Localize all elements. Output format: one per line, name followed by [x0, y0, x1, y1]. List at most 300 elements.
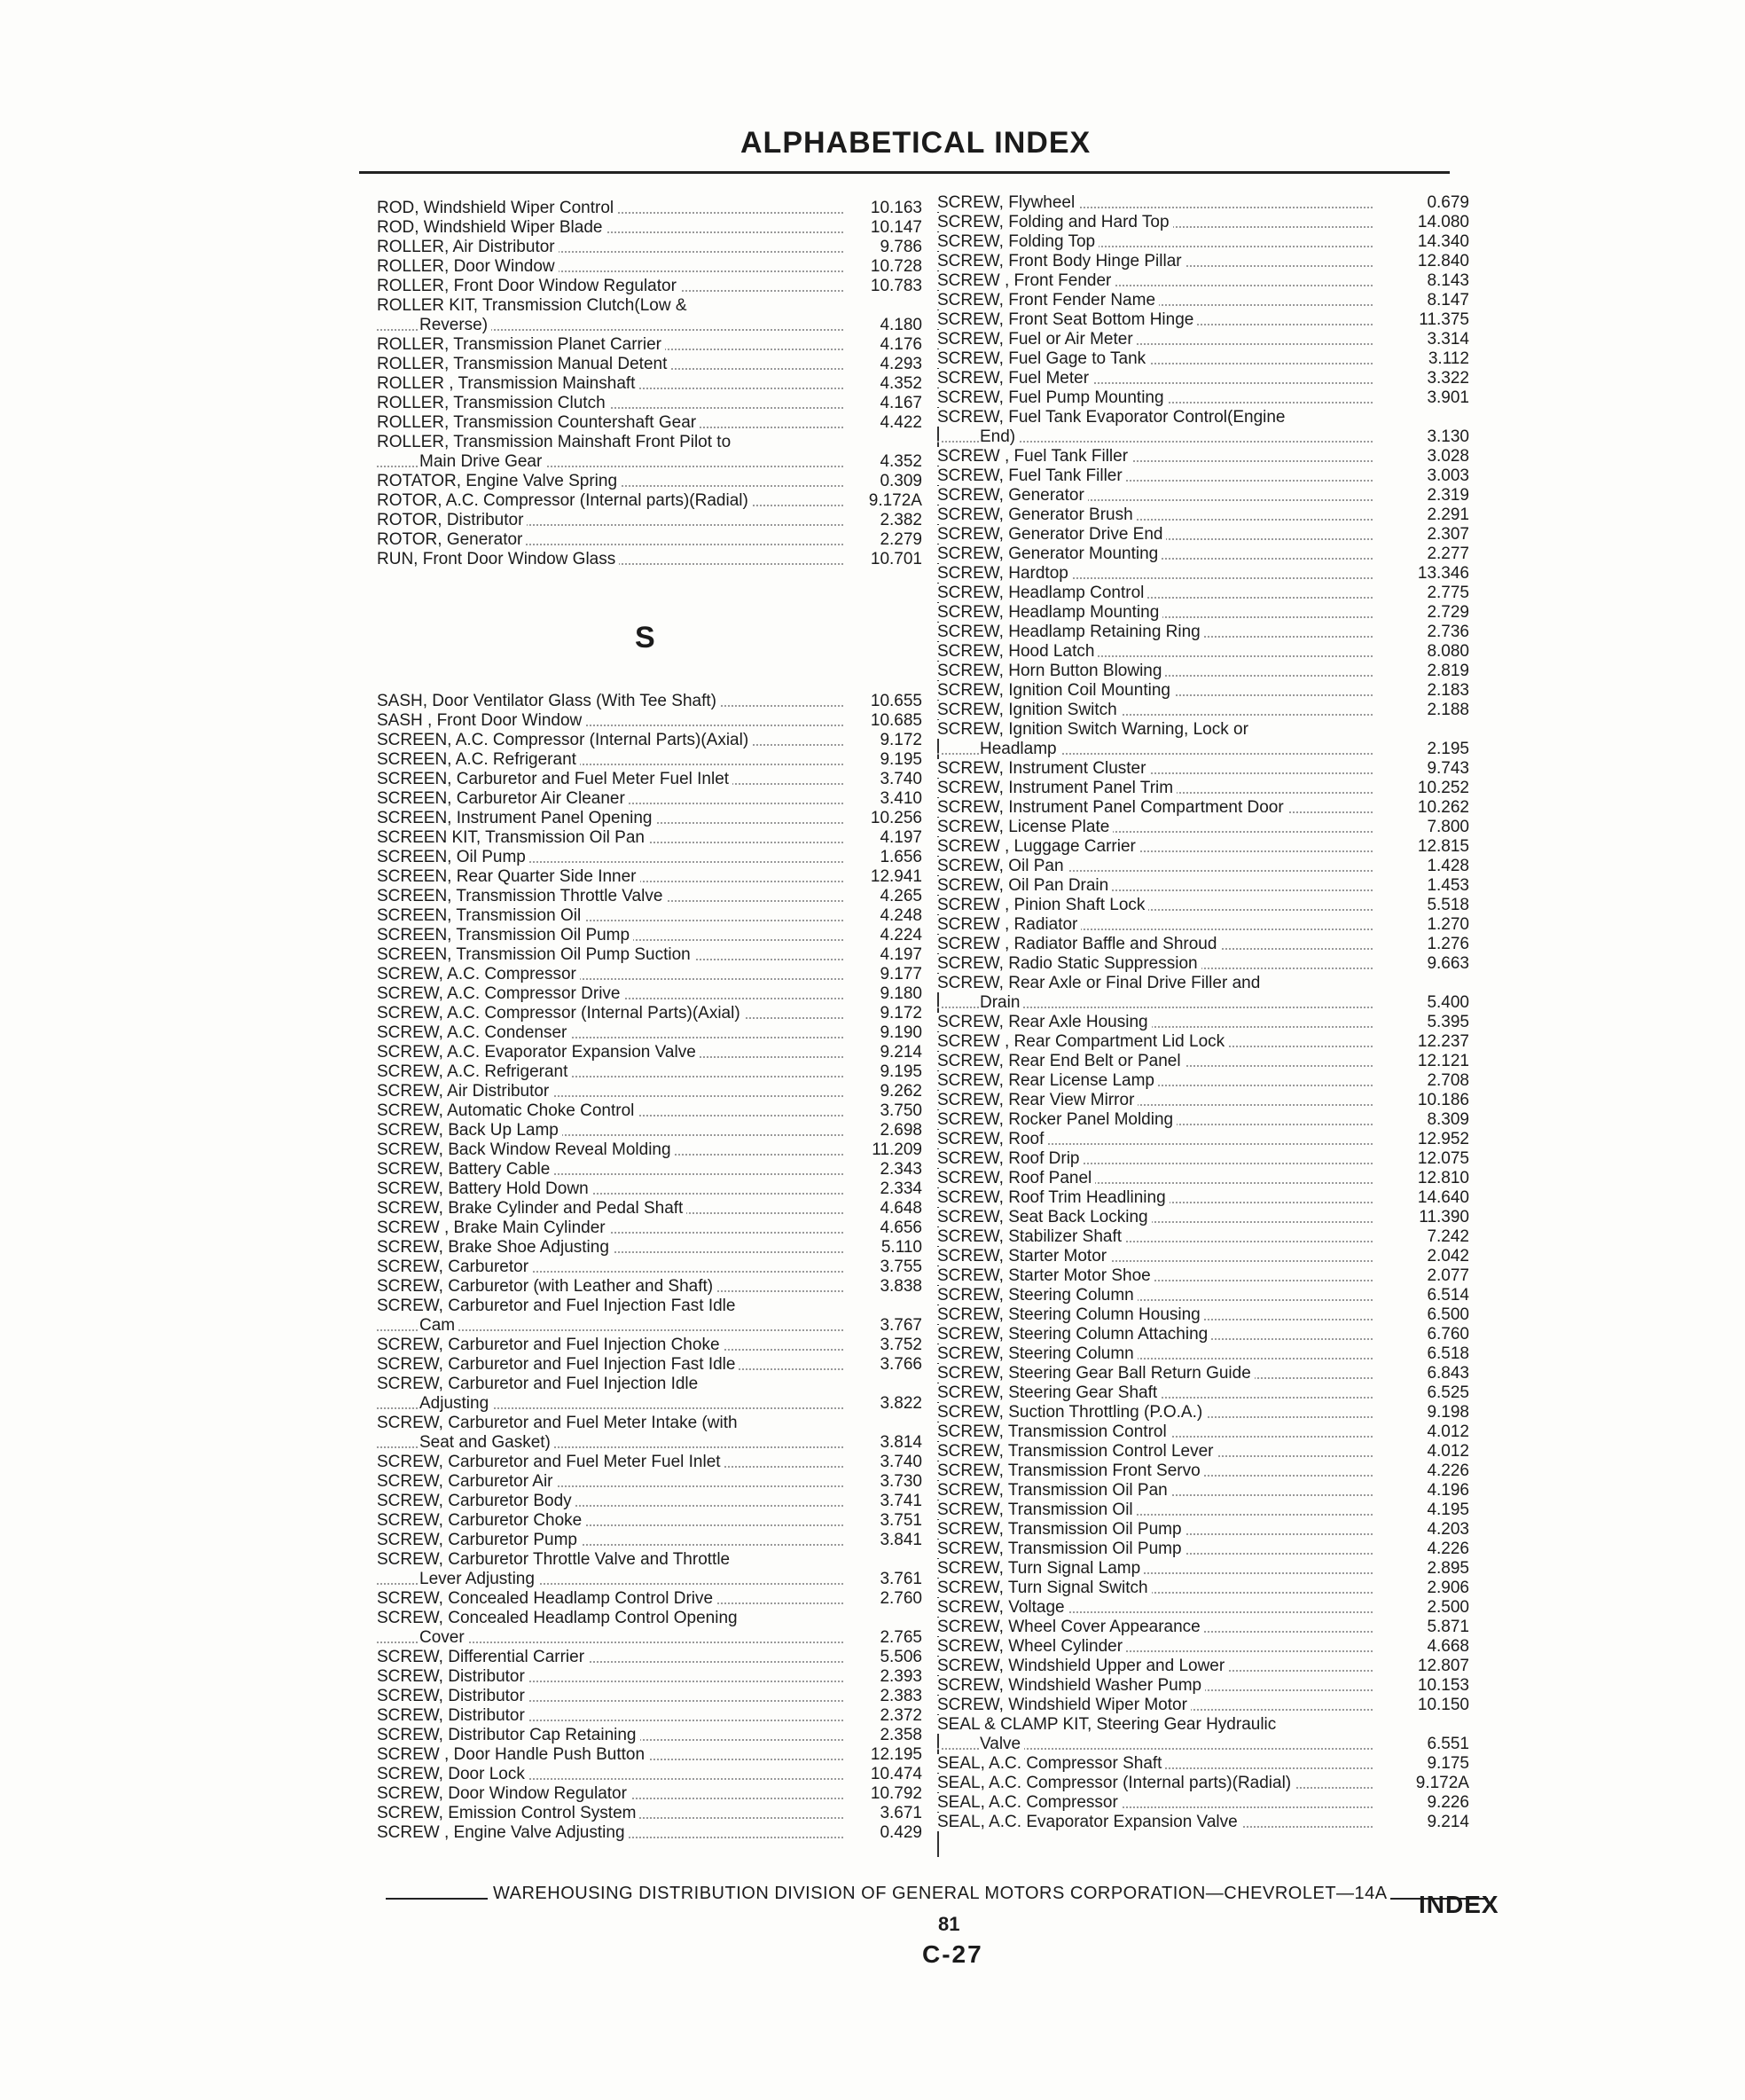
- index-entry: [937, 1208, 1469, 1227]
- index-entry: [937, 1383, 1469, 1403]
- entry-number: 1.270: [1427, 915, 1469, 934]
- entry-number: 8.309: [1427, 1110, 1469, 1129]
- entry-number: 3.740: [880, 770, 922, 788]
- entry-name: SCREW, Rocker Panel Molding: [937, 1110, 1177, 1129]
- index-entry: [937, 213, 1469, 232]
- entry-number: 1.428: [1427, 857, 1469, 875]
- entry-name: SCREW, Distributor: [377, 1706, 528, 1725]
- index-entry: [377, 1355, 922, 1375]
- index-entry: [937, 1657, 1469, 1676]
- entry-name: SCREW, Generator Drive End: [937, 525, 1166, 544]
- entry-name: SCREW, Instrument Panel Compartment Door: [937, 798, 1287, 817]
- index-entry: [937, 1227, 1469, 1247]
- entry-number: 4.180: [880, 316, 922, 334]
- entry-number: 2.906: [1427, 1579, 1469, 1597]
- entry-number: 11.209: [872, 1140, 922, 1159]
- entry-name: SCREW, Transmission Oil Pump: [937, 1520, 1186, 1539]
- entry-name: SCREW, Steering Column Attaching: [937, 1325, 1211, 1344]
- index-entry: [937, 447, 1469, 466]
- index-entry: [937, 1130, 1469, 1149]
- index-entry: [937, 1071, 1469, 1091]
- entry-number: 9.786: [880, 238, 922, 256]
- index-entry: [377, 1004, 922, 1023]
- index-entry: [937, 1461, 1469, 1481]
- entry-name: SCREW, Carburetor and Fuel Injection Fast Idle: [377, 1297, 739, 1315]
- entry-number: 2.277: [1427, 545, 1469, 563]
- index-entry: [937, 1579, 1469, 1598]
- entry-name: SEAL, A.C. Compressor: [937, 1793, 1122, 1812]
- entry-number: 5.400: [1427, 993, 1469, 1012]
- entry-name: SCREW, Steering Column: [937, 1286, 1138, 1305]
- entry-name: SCREW, Stabilizer Shaft: [937, 1227, 1125, 1246]
- entry-number: 3.410: [880, 789, 922, 808]
- entry-number: 10.262: [1417, 798, 1469, 817]
- index-entry: [937, 915, 1469, 935]
- entry-number: 12.840: [1417, 252, 1469, 270]
- entry-number: 6.760: [1427, 1325, 1469, 1344]
- entry-number: 3.741: [880, 1492, 922, 1510]
- entry-name: SCREW, Radio Static Suppression: [937, 954, 1201, 973]
- index-entry: [937, 857, 1469, 876]
- index-entry: [937, 1188, 1469, 1208]
- entry-name: ROTOR, A.C. Compressor (Internal parts)(Radial): [377, 491, 752, 510]
- index-entry: [937, 681, 1469, 701]
- entry-name: SCREW, Rear Axle or Final Drive Filler and: [937, 974, 1264, 992]
- entry-number: 4.668: [1427, 1637, 1469, 1656]
- entry-number: 6.843: [1427, 1364, 1469, 1383]
- entry-number: 4.012: [1427, 1442, 1469, 1461]
- entry-name: SCREW, Front Body Hinge Pillar: [937, 252, 1186, 270]
- entry-name: Adjusting: [419, 1394, 492, 1413]
- index-entry: [937, 564, 1469, 584]
- entry-name: SCREW, A.C. Compressor: [377, 965, 580, 983]
- index-entry: [937, 330, 1469, 349]
- entry-number: 9.190: [880, 1023, 922, 1042]
- entry-number: 2.291: [1427, 505, 1469, 524]
- footer-text: WAREHOUSING DISTRIBUTION DIVISION OF GENERAL MOTORS CORPORATION—CHEVROLET—14A: [493, 1884, 1388, 1903]
- index-entry: [377, 906, 922, 926]
- entry-name: SCREW, Differential Carrier: [377, 1648, 588, 1666]
- index-entry: [377, 731, 922, 750]
- index-entry: [937, 525, 1469, 545]
- entry-number: 4.265: [880, 887, 922, 905]
- index-entry: [937, 896, 1469, 915]
- entry-number: 3.761: [880, 1570, 922, 1588]
- entry-name: SCREW, A.C. Compressor Drive: [377, 984, 624, 1003]
- index-entry: [377, 1316, 922, 1336]
- entry-name: SCREW, Steering Gear Shaft: [937, 1383, 1161, 1402]
- entry-name: SCREW, Concealed Headlamp Control Drive: [377, 1589, 716, 1608]
- entry-number: 2.343: [880, 1160, 922, 1179]
- entry-name: SCREW, Concealed Headlamp Control Opening: [377, 1609, 741, 1627]
- entry-number: 3.822: [880, 1394, 922, 1413]
- entry-number: 6.518: [1427, 1344, 1469, 1363]
- entry-name: SCREW, Headlamp Control: [937, 584, 1147, 602]
- entry-number: 10.701: [870, 550, 922, 568]
- index-entry: [937, 1032, 1469, 1052]
- entry-name: SCREW, Windshield Wiper Motor: [937, 1696, 1191, 1714]
- entry-number: 14.080: [1417, 213, 1469, 231]
- entry-number: 9.172: [880, 731, 922, 749]
- entry-name: ROLLER , Transmission Mainshaft: [377, 374, 638, 393]
- entry-number: 2.077: [1427, 1266, 1469, 1285]
- index-entry: [377, 1199, 922, 1218]
- entry-name: SCREW, Ignition Switch: [937, 701, 1121, 719]
- entry-number: 10.163: [870, 199, 922, 217]
- entry-number: 12.121: [1417, 1052, 1469, 1070]
- entry-number: 4.226: [1427, 1461, 1469, 1480]
- entry-name: SCREW, Roof Panel: [937, 1169, 1095, 1187]
- index-entry: [937, 623, 1469, 642]
- index-entry: [937, 1013, 1469, 1032]
- entry-number: 1.656: [880, 848, 922, 866]
- entry-name: ROLLER, Air Distributor: [377, 238, 559, 256]
- entry-name: SCREW, Generator Brush: [937, 505, 1137, 524]
- entry-name: SCREW, A.C. Evaporator Expansion Valve: [377, 1043, 700, 1062]
- entry-name: SCREEN, A.C. Compressor (Internal Parts)(Axial): [377, 731, 752, 749]
- entry-name: SCREEN, Carburetor Air Cleaner: [377, 789, 629, 808]
- entry-name: SCREW, Battery Hold Down: [377, 1179, 592, 1198]
- entry-name: SCREW, Rear Axle Housing: [937, 1013, 1152, 1031]
- entry-name: SCREEN, Transmission Oil Pump Suction: [377, 945, 694, 964]
- index-entry: [377, 394, 922, 413]
- entry-name: SCREW , Door Handle Push Button: [377, 1745, 648, 1764]
- entry-number: 4.012: [1427, 1422, 1469, 1441]
- entry-number: 2.760: [880, 1589, 922, 1608]
- entry-number: 9.172A: [868, 491, 922, 510]
- index-entry: [937, 584, 1469, 603]
- entry-name: SCREW, Carburetor Air: [377, 1472, 557, 1491]
- entry-number: 2.183: [1427, 681, 1469, 700]
- index-entry: [377, 550, 922, 569]
- entry-number: 9.195: [880, 1062, 922, 1081]
- entry-name: Reverse): [419, 316, 491, 334]
- entry-name: SCREW, Distributor Cap Retaining: [377, 1726, 640, 1744]
- index-entry: [377, 750, 922, 770]
- entry-name: SCREW, Transmission Oil Pan: [937, 1481, 1171, 1500]
- index-entry: [937, 974, 1469, 993]
- entry-number: 5.518: [1427, 896, 1469, 914]
- entry-name: SCREW, Folding Top: [937, 232, 1099, 251]
- entry-name: SCREW, Fuel Gage to Tank: [937, 349, 1149, 368]
- entry-name: SCREW, Front Seat Bottom Hinge: [937, 310, 1197, 329]
- entry-name: Cam: [419, 1316, 458, 1335]
- entry-name: ROLLER, Transmission Manual Detent: [377, 355, 670, 373]
- entry-name: SCREW, Instrument Panel Trim: [937, 779, 1177, 797]
- entry-number: 3.740: [880, 1453, 922, 1471]
- index-entry: [937, 1520, 1469, 1540]
- index-entry: [937, 1305, 1469, 1325]
- entry-number: 10.474: [870, 1765, 922, 1783]
- entry-number: 2.042: [1427, 1247, 1469, 1265]
- entry-name: SCREW, Carburetor (with Leather and Shaft): [377, 1277, 716, 1296]
- entry-name: SCREW, Starter Motor: [937, 1247, 1110, 1265]
- entry-name: SCREW, Rear End Belt or Panel: [937, 1052, 1185, 1070]
- entry-name: SCREEN, Instrument Panel Opening: [377, 809, 656, 827]
- entry-name: SCREW, Carburetor: [377, 1258, 532, 1276]
- index-entry: [937, 779, 1469, 798]
- entry-name: SCREW, Fuel Tank Evaporator Control(Engine: [937, 408, 1289, 427]
- entry-name: SCREW, Fuel or Air Meter: [937, 330, 1137, 349]
- entry-number: 5.506: [880, 1648, 922, 1666]
- index-entry: [937, 369, 1469, 388]
- entry-number: 12.941: [870, 867, 922, 886]
- entry-name: SCREW, Ignition Coil Mounting: [937, 681, 1174, 700]
- entry-number: 4.176: [880, 335, 922, 354]
- index-entry: [937, 798, 1469, 818]
- entry-name: SCREW, Transmission Oil: [937, 1501, 1137, 1519]
- entry-name: SCREW, Horn Button Blowing: [937, 662, 1165, 680]
- entry-number: 8.147: [1427, 291, 1469, 310]
- footer-index-label: INDEX: [1419, 1891, 1499, 1918]
- entry-name: SCREW, Carburetor and Fuel Injection Idle: [377, 1375, 701, 1393]
- entry-name: SCREW, Starter Motor Shoe: [937, 1266, 1154, 1285]
- entry-number: 10.252: [1417, 779, 1469, 797]
- index-entry: [377, 1784, 922, 1804]
- entry-name: RUN, Front Door Window Glass: [377, 550, 619, 568]
- index-entry: [937, 232, 1469, 252]
- index-entry: [377, 1433, 922, 1453]
- entry-name: SCREW , Luggage Carrier: [937, 837, 1139, 856]
- entry-name: SCREW, Distributor: [377, 1687, 528, 1705]
- entry-name: Lever Adjusting: [419, 1570, 538, 1588]
- entry-number: 3.314: [1427, 330, 1469, 349]
- entry-number: 2.729: [1427, 603, 1469, 622]
- entry-number: 9.663: [1427, 954, 1469, 973]
- index-entry: [937, 1325, 1469, 1344]
- index-entry: [937, 837, 1469, 857]
- entry-number: 2.279: [880, 530, 922, 549]
- entry-name: Main Drive Gear: [419, 452, 545, 471]
- index-entry: [937, 662, 1469, 681]
- entry-name: SCREW, Steering Gear Ball Return Guide: [937, 1364, 1255, 1383]
- entry-name: Headlamp: [980, 740, 1060, 758]
- entry-number: 2.895: [1427, 1559, 1469, 1578]
- entry-name: SCREW, Suction Throttling (P.O.A.): [937, 1403, 1206, 1422]
- index-entry: [937, 818, 1469, 837]
- index-entry: [377, 1160, 922, 1179]
- index-entry: [377, 491, 922, 511]
- index-entry: [937, 1442, 1469, 1461]
- entry-number: 11.390: [1419, 1208, 1469, 1226]
- entry-number: 9.198: [1427, 1403, 1469, 1422]
- index-entry: [377, 1258, 922, 1277]
- entry-number: 2.195: [1427, 740, 1469, 758]
- index-entry: [937, 1344, 1469, 1364]
- entry-name: SCREW, Carburetor Body: [377, 1492, 575, 1510]
- header-rule: [359, 171, 1450, 174]
- entry-name: SCREW, Headlamp Mounting: [937, 603, 1162, 622]
- index-entry: [377, 867, 922, 887]
- entry-name: SCREEN KIT, Transmission Oil Pan: [377, 828, 648, 847]
- index-entry: [937, 1793, 1469, 1813]
- entry-name: SCREW, Carburetor and Fuel Injection Fast Idle: [377, 1355, 739, 1374]
- index-entry: [377, 1609, 922, 1628]
- index-entry: [377, 711, 922, 731]
- entry-name: SCREW, Generator: [937, 486, 1088, 505]
- entry-name: SCREW, Carburetor Choke: [377, 1511, 585, 1530]
- entry-number: 11.375: [1419, 310, 1469, 329]
- entry-number: 3.003: [1427, 466, 1469, 485]
- entry-number: 4.197: [880, 945, 922, 964]
- index-entry: [377, 413, 922, 433]
- index-entry: [937, 545, 1469, 564]
- entry-name: SCREEN, Carburetor and Fuel Meter Fuel Inlet: [377, 770, 732, 788]
- index-entry: [937, 466, 1469, 486]
- index-entry: [937, 1052, 1469, 1071]
- index-entry: [377, 789, 922, 809]
- index-entry: [377, 1277, 922, 1297]
- entry-number: 6.514: [1427, 1286, 1469, 1305]
- entry-name: SCREW, Wheel Cylinder: [937, 1637, 1126, 1656]
- entry-name: ROLLER, Front Door Window Regulator: [377, 277, 680, 295]
- entry-name: SCREW, Fuel Tank Filler: [937, 466, 1126, 485]
- entry-name: SCREW, Rear License Lamp: [937, 1071, 1158, 1090]
- index-entry: [377, 1336, 922, 1355]
- entry-number: 12.810: [1417, 1169, 1469, 1187]
- entry-name: SCREW, Headlamp Retaining Ring: [937, 623, 1204, 641]
- entry-number: 0.309: [880, 472, 922, 490]
- entry-number: 0.679: [1427, 193, 1469, 212]
- entry-number: 2.307: [1427, 525, 1469, 544]
- entry-number: 9.214: [880, 1043, 922, 1062]
- index-entry: [377, 1414, 922, 1433]
- entry-name: SCREW , Radiator: [937, 915, 1081, 934]
- left-column-bottom: [377, 692, 922, 1843]
- index-entry: [937, 388, 1469, 408]
- index-entry: [377, 374, 922, 394]
- entry-number: 10.728: [870, 257, 922, 276]
- index-entry: [937, 1091, 1469, 1110]
- index-entry: [377, 218, 922, 238]
- index-entry: [377, 335, 922, 355]
- entry-name: ROTOR, Generator: [377, 530, 526, 549]
- entry-number: 4.167: [880, 394, 922, 412]
- index-entry: [937, 1598, 1469, 1618]
- index-entry: [377, 965, 922, 984]
- entry-name: SCREW, Hardtop: [937, 564, 1072, 583]
- index-entry: [377, 1472, 922, 1492]
- entry-name: SCREW, Fuel Meter: [937, 369, 1092, 388]
- entry-name: SCREW , Rear Compartment Lid Lock: [937, 1032, 1228, 1051]
- index-entry: [377, 511, 922, 530]
- index-entry: [937, 1559, 1469, 1579]
- entry-name: SCREW, Windshield Washer Pump: [937, 1676, 1205, 1695]
- index-entry: [937, 1286, 1469, 1305]
- entry-number: 9.180: [880, 984, 922, 1003]
- entry-name: SCREW, Hood Latch: [937, 642, 1098, 661]
- entry-number: 4.293: [880, 355, 922, 373]
- entry-name: End): [980, 427, 1019, 446]
- entry-number: 9.226: [1427, 1793, 1469, 1812]
- entry-number: 3.750: [880, 1101, 922, 1120]
- entry-number: 3.671: [880, 1804, 922, 1822]
- index-entry: [937, 1149, 1469, 1169]
- index-entry: [937, 1247, 1469, 1266]
- entry-name: SCREW, Oil Pan: [937, 857, 1068, 875]
- index-entry: [377, 530, 922, 550]
- index-entry: [377, 1492, 922, 1511]
- index-entry: [377, 848, 922, 867]
- index-entry: [377, 1628, 922, 1648]
- entry-name: SCREW, Steering Column Housing: [937, 1305, 1204, 1324]
- entry-name: SCREW, Carburetor and Fuel Meter Intake (with: [377, 1414, 741, 1432]
- index-entry: [377, 1823, 922, 1843]
- entry-name: SCREW, Door Window Regulator: [377, 1784, 630, 1803]
- index-entry: [937, 1403, 1469, 1422]
- index-entry: [377, 1082, 922, 1101]
- index-entry: [377, 945, 922, 965]
- entry-number: 2.736: [1427, 623, 1469, 641]
- entry-number: 2.372: [880, 1706, 922, 1725]
- entry-number: 4.422: [880, 413, 922, 432]
- entry-number: 3.730: [880, 1472, 922, 1491]
- entry-number: 3.841: [880, 1531, 922, 1549]
- index-entry: [937, 1813, 1469, 1832]
- index-entry: [377, 1453, 922, 1472]
- entry-number: 4.195: [1427, 1501, 1469, 1519]
- index-entry: [377, 1667, 922, 1687]
- index-entry: [377, 1375, 922, 1394]
- index-entry: [937, 486, 1469, 505]
- entry-number: 3.901: [1427, 388, 1469, 407]
- index-entry: [377, 692, 922, 711]
- entry-name: SCREEN, Transmission Throttle Valve: [377, 887, 666, 905]
- index-entry: [937, 408, 1469, 427]
- entry-number: 6.525: [1427, 1383, 1469, 1402]
- index-entry: [377, 1726, 922, 1745]
- entry-number: 2.708: [1427, 1071, 1469, 1090]
- index-entry: [377, 1511, 922, 1531]
- entry-number: 10.153: [1417, 1676, 1469, 1695]
- index-entry: [377, 1687, 922, 1706]
- index-entry: [377, 1062, 922, 1082]
- entry-number: 4.224: [880, 926, 922, 944]
- entry-name: SCREW, Door Lock: [377, 1765, 528, 1783]
- entry-number: 14.640: [1417, 1188, 1469, 1207]
- index-entry: [937, 1481, 1469, 1501]
- entry-name: SCREW , Brake Main Cylinder: [377, 1218, 609, 1237]
- index-entry: [377, 1550, 922, 1570]
- entry-number: 7.242: [1427, 1227, 1469, 1246]
- index-entry: [937, 1110, 1469, 1130]
- left-column-top: [377, 199, 922, 569]
- entry-number: 9.743: [1427, 759, 1469, 778]
- index-entry: [937, 252, 1469, 271]
- entry-name: Drain: [980, 993, 1023, 1012]
- entry-number: 9.172A: [1415, 1774, 1469, 1792]
- index-entry: [937, 1618, 1469, 1637]
- entry-number: 12.807: [1417, 1657, 1469, 1675]
- entry-name: SCREW, Brake Shoe Adjusting: [377, 1238, 613, 1257]
- index-entry: [377, 472, 922, 491]
- index-entry: [377, 1765, 922, 1784]
- entry-number: 2.698: [880, 1121, 922, 1140]
- index-entry: [937, 291, 1469, 310]
- index-entry: [937, 271, 1469, 291]
- index-entry: [377, 1238, 922, 1258]
- index-entry: [937, 505, 1469, 525]
- entry-number: 3.752: [880, 1336, 922, 1354]
- entry-number: 12.195: [870, 1745, 922, 1764]
- entry-name: SCREW , Fuel Tank Filler: [937, 447, 1131, 466]
- entry-name: Cover: [419, 1628, 468, 1647]
- entry-name: SCREW, A.C. Refrigerant: [377, 1062, 571, 1081]
- entry-name: ROD, Windshield Wiper Blade: [377, 218, 606, 237]
- index-entry: [937, 1169, 1469, 1188]
- index-entry: [937, 193, 1469, 213]
- entry-number: 13.346: [1417, 564, 1469, 583]
